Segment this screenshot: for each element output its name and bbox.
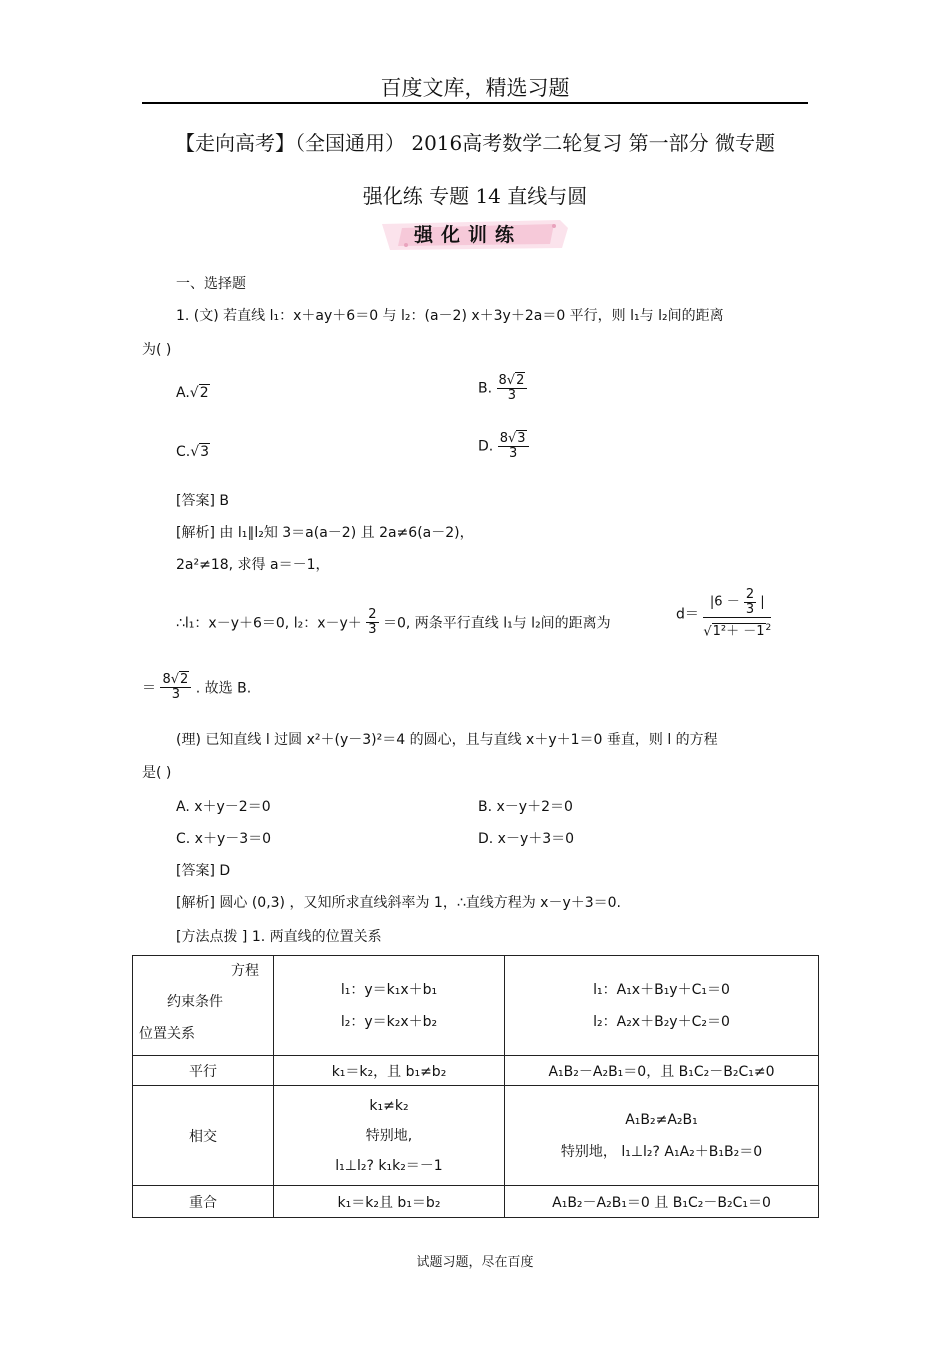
q1-analysis-line3-fraction bbox=[366, 608, 378, 637]
q2-option-d: D. x－y＋3＝0 bbox=[478, 831, 575, 847]
q1-stem-line1: 1. (文) 若直线 l₁：x＋ay＋6＝0 与 l₂：(a－2) x＋3y＋2a＝0 平行，则 l₁与 l₂间的距离 bbox=[176, 308, 724, 324]
q2-stem-line1: (理) 已知直线 l 过圆 x²＋(y－3)²＝4 的圆心，且与直线 x＋y＋1＝0 垂直，则 l 的方程 bbox=[176, 732, 718, 748]
q1-option-b-label: B. bbox=[478, 380, 493, 397]
q1-option-c-label: C. bbox=[176, 444, 191, 460]
header-slope-l1: l₁：y＝k₁x＋b₁ bbox=[340, 981, 438, 998]
corner-label-constraint: 约束条件 bbox=[167, 994, 223, 1010]
q1-option-b-radicand: 2 bbox=[516, 373, 525, 388]
q1-stem-line2: 为( ) bbox=[142, 342, 172, 358]
q1-option-a-label: A. bbox=[176, 385, 190, 401]
q1-option-d-radicand: 3 bbox=[517, 431, 526, 446]
row-intersect-general-1: A₁B₂≠A₂B₁ bbox=[625, 1111, 698, 1128]
q2-option-c: C. x＋y－3＝0 bbox=[176, 831, 272, 847]
q1-option-d-num: 8 bbox=[499, 431, 508, 446]
table-row bbox=[133, 1056, 819, 1086]
q1-option-c-radicand: 3 bbox=[200, 444, 210, 460]
sqrt-icon: √ bbox=[703, 624, 712, 640]
q1-option-d bbox=[478, 432, 529, 461]
q1-distance-num-frac-den: 3 bbox=[745, 602, 755, 617]
relation-table bbox=[132, 955, 819, 1218]
q1-result-eq: ＝ bbox=[142, 680, 156, 697]
q1-result bbox=[142, 673, 251, 702]
q1-distance-fraction bbox=[703, 588, 771, 639]
q1-result-tail: . 故选 B. bbox=[195, 680, 252, 697]
q1-distance-label: d＝ bbox=[676, 606, 699, 623]
q1-distance-den-sup: 2 bbox=[765, 623, 772, 633]
q2-analysis: [解析] 圆心 (0,3) ，又知所求直线斜率为 1，∴直线方程为 x－y＋3＝0. bbox=[176, 895, 622, 911]
sqrt-icon: √ bbox=[170, 672, 180, 687]
q1-distance-formula bbox=[676, 588, 771, 639]
q1-option-c bbox=[176, 444, 210, 460]
q1-analysis-line3 bbox=[176, 608, 611, 637]
header-rule bbox=[142, 102, 808, 104]
sqrt-icon: √ bbox=[189, 385, 199, 401]
q1-result-fraction bbox=[160, 673, 191, 702]
q1-option-d-den: 3 bbox=[508, 446, 518, 461]
doc-title-line2: 强化练 专题 14 直线与圆 bbox=[362, 184, 588, 208]
row-label-intersect: 相交 bbox=[133, 1086, 274, 1186]
row-coincide-general: A₁B₂－A₂B₁＝0 且 B₁C₂－B₂C₁＝0 bbox=[505, 1186, 819, 1218]
corner-label-equation: 方程 bbox=[231, 963, 259, 979]
q1-result-num: 8 bbox=[162, 672, 171, 687]
row-parallel-slope: k₁＝k₂，且 b₁≠b₂ bbox=[274, 1056, 505, 1086]
table-header-general-form bbox=[505, 956, 819, 1056]
banner-text: 强化训练 bbox=[414, 224, 523, 246]
q2-answer: [答案] D bbox=[176, 863, 231, 879]
q1-option-b-num: 8 bbox=[498, 373, 507, 388]
sqrt-icon: √ bbox=[190, 444, 200, 460]
q1-result-radicand: 2 bbox=[180, 672, 189, 687]
q1-option-b-den: 3 bbox=[507, 388, 517, 403]
row-label-parallel: 平行 bbox=[133, 1056, 274, 1086]
q1-distance-num-frac-num: 2 bbox=[745, 587, 755, 602]
q1-distance-den: 1²＋ －1 bbox=[712, 624, 765, 640]
q1-analysis-line3-right: ＝0, 两条平行直线 l₁与 l₂间的距离为 bbox=[382, 615, 611, 632]
q2-option-a: A. x＋y－2＝0 bbox=[176, 799, 271, 815]
header-general-l2: l₂：A₂x＋B₂y＋C₂＝0 bbox=[593, 1013, 730, 1030]
row-label-coincide: 重合 bbox=[133, 1186, 274, 1218]
row-intersect-slope bbox=[274, 1086, 505, 1186]
header-slope-l2: l₂：y＝k₂x＋b₂ bbox=[340, 1013, 438, 1030]
q2-option-b: B. x－y＋2＝0 bbox=[478, 799, 573, 815]
q1-distance-num-fraction bbox=[744, 588, 756, 617]
q2-stem-line2: 是( ) bbox=[142, 765, 172, 781]
sqrt-icon: √ bbox=[506, 373, 516, 388]
table-row bbox=[133, 1186, 819, 1218]
q1-line3-frac-den: 3 bbox=[368, 622, 377, 637]
table-header-slope-form bbox=[274, 956, 505, 1056]
q1-option-a-radicand: 2 bbox=[199, 385, 209, 401]
q2-method-heading: [方法点拨 ] 1. 两直线的位置关系 bbox=[176, 929, 382, 945]
header-title: 百度文库，精选习题 bbox=[380, 76, 570, 100]
q1-option-b-fraction bbox=[497, 374, 528, 403]
q1-option-b bbox=[478, 374, 527, 403]
table-corner-cell bbox=[133, 956, 274, 1056]
header-general-l1: l₁：A₁x＋B₁y＋C₁＝0 bbox=[593, 981, 730, 998]
footer-text: 试题习题，尽在百度 bbox=[416, 1255, 534, 1270]
q1-analysis-line2: 2a²≠18, 求得 a＝－1， bbox=[176, 557, 330, 573]
row-parallel-general: A₁B₂－A₂B₁＝0，且 B₁C₂－B₂C₁≠0 bbox=[505, 1056, 819, 1086]
row-intersect-general bbox=[505, 1086, 819, 1186]
q1-option-d-fraction bbox=[498, 432, 529, 461]
q1-distance-num: |6 － bbox=[709, 594, 740, 610]
q1-analysis-line1: [解析] 由 l₁∥l₂知 3＝a(a－2) 且 2a≠6(a－2)， bbox=[176, 525, 474, 541]
q1-option-d-label: D. bbox=[478, 438, 494, 455]
q1-analysis-line3-left: ∴l₁：x－y＋6＝0, l₂：x－y＋ bbox=[176, 615, 362, 632]
q1-distance-num-end: | bbox=[760, 594, 765, 610]
row-coincide-slope: k₁＝k₂且 b₁＝b₂ bbox=[274, 1186, 505, 1218]
doc-title-line1: 【走向高考】（全国通用） 2016高考数学二轮复习 第一部分 微专题 bbox=[175, 131, 775, 155]
q1-option-a bbox=[176, 385, 210, 401]
row-intersect-slope-2: 特别地, bbox=[365, 1127, 413, 1144]
q1-line3-frac-num: 2 bbox=[368, 607, 377, 622]
row-intersect-general-2: 特别地， l₁⊥l₂? A₁A₂＋B₁B₂＝0 bbox=[560, 1143, 763, 1160]
sqrt-icon: √ bbox=[507, 431, 517, 446]
q1-result-den: 3 bbox=[171, 687, 181, 702]
q1-answer: [答案] B bbox=[176, 493, 229, 509]
row-intersect-slope-3: l₁⊥l₂? k₁k₂＝－1 bbox=[335, 1157, 443, 1174]
row-intersect-slope-1: k₁≠k₂ bbox=[369, 1097, 409, 1114]
table-row bbox=[133, 1086, 819, 1186]
section-heading: 一、选择题 bbox=[176, 276, 246, 292]
corner-label-position: 位置关系 bbox=[139, 1026, 195, 1042]
